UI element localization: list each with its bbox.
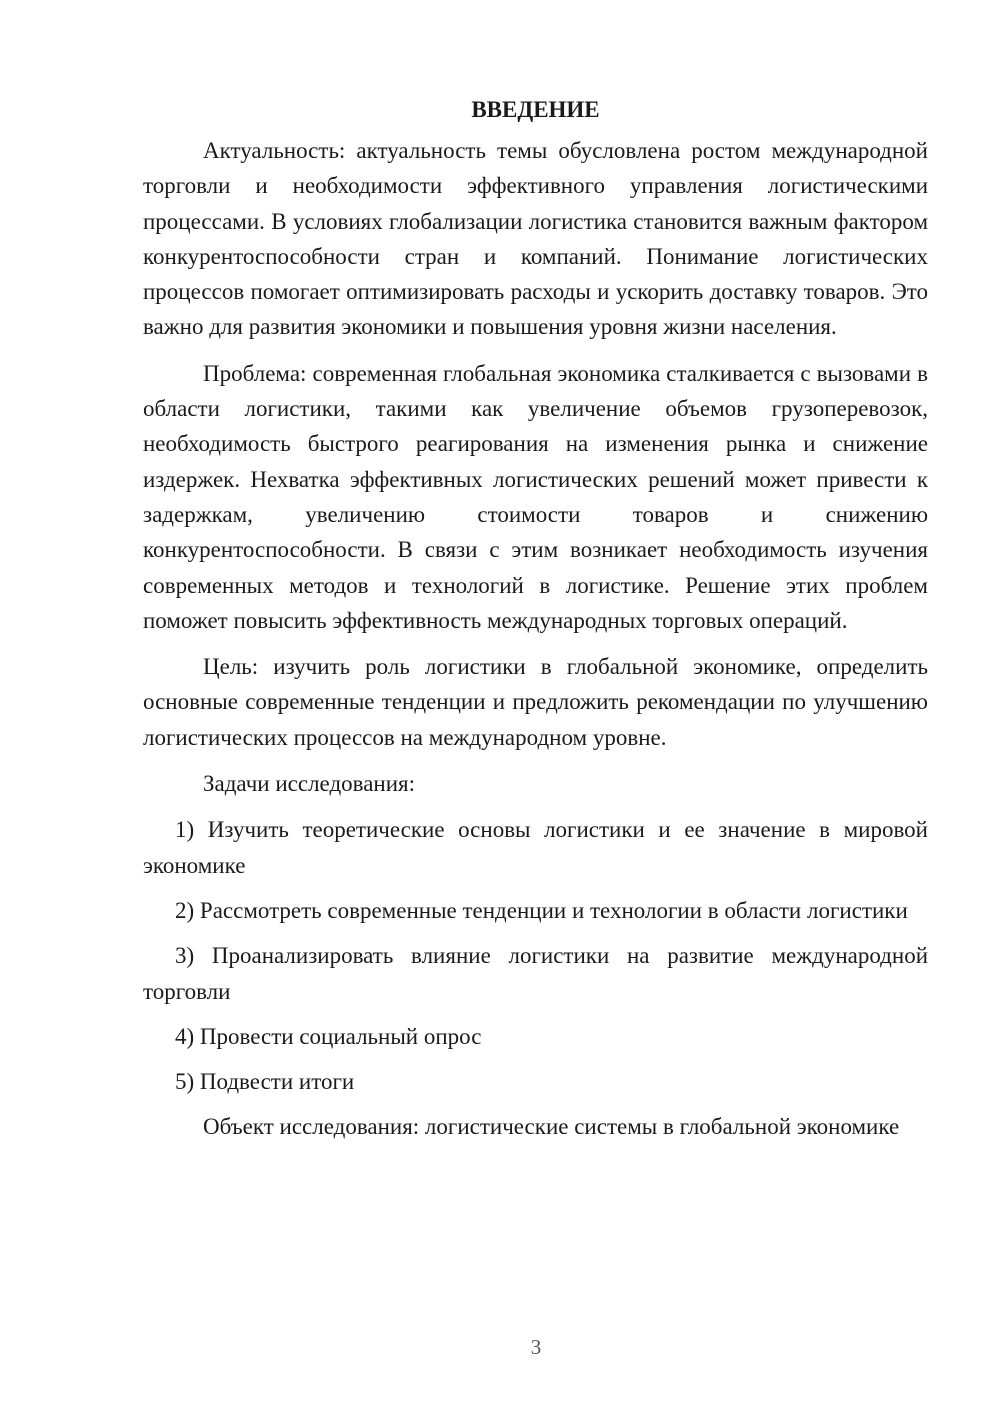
page-title: ВВЕДЕНИЕ xyxy=(471,97,600,122)
relevance-paragraph: Актуальность: актуальность темы обусловлена ростом международной торговли и необходимости эффективного управления логистическими процессами. В условиях глобализации логистика становится важным фактором конкурентоспособности стран и компаний. Понимание логистических процессов помогает оптимизировать расходы и ускорить доставку товаров. Это важно для развития экономики и повышения уровня жизни населения. xyxy=(143,138,928,340)
page-content xyxy=(143,92,928,1145)
task-item: 4) Провести социальный опрос xyxy=(175,1023,482,1049)
object-paragraph: Объект исследования: логистические системы в глобальной экономике xyxy=(203,1114,900,1140)
problem-paragraph: Проблема: современная глобальная экономика сталкивается с вызовами в области логистики, такими как увеличение объемов грузоперевозок, необходимость быстрого реагирования на изменения рынка и снижение издержек. Нехватка эффективных логистических решений может привести к задержкам, увеличению стоимости товаров и снижению конкурентоспособности. В связи с этим возникает необходимость изучения современных методов и технологий в логистике. Решение этих проблем поможет повысить эффективность международных торговых операций. xyxy=(143,360,928,633)
task-item: 5) Подвести итоги xyxy=(175,1069,355,1095)
task-item: 1) Изучить теоретические основы логистики и ее значение в мировой экономике xyxy=(143,817,928,878)
tasks-list xyxy=(143,812,928,1099)
tasks-heading: Задачи исследования: xyxy=(203,771,416,797)
goal-paragraph: Цель: изучить роль логистики в глобальной экономике, определить основные современные тенденции и предложить рекомендации по улучшению логистических процессов на международном уровне. xyxy=(143,654,928,750)
task-item: 2) Рассмотреть современные тенденции и технологии в области логистики xyxy=(175,897,908,923)
page-number: 3 xyxy=(530,1335,542,1359)
task-item: 3) Проанализировать влияние логистики на развитие международной торговли xyxy=(143,943,928,1004)
